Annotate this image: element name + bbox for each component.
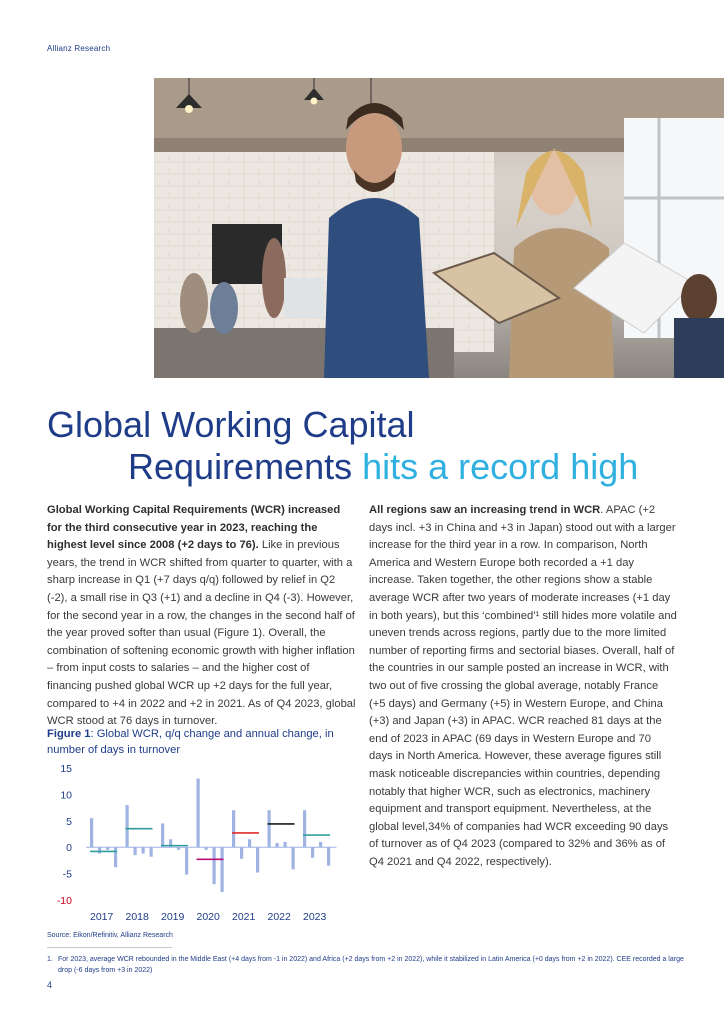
quarterly-change-bar <box>185 847 188 874</box>
quarterly-change-bar <box>292 847 295 869</box>
quarterly-change-bar <box>303 810 306 847</box>
office-photo-illustration <box>154 78 724 378</box>
left-column <box>47 502 357 731</box>
report-header-label: Allianz Research <box>47 44 111 53</box>
quarterly-change-bar <box>177 847 180 850</box>
page-title <box>47 404 638 488</box>
title-line-2-dark: Requirements <box>128 446 353 487</box>
y-tick-label: 10 <box>60 789 72 802</box>
footnote-text: For 2023, average WCR rebounded in the Middle East (+4 days from -1 in 2022) and Africa (+2 days from +2 in 2022), while it stabilized in Latin America (+0 days from +2 in 2022). CEE recorded a large drop (-6 days from +3 in 2022) <box>58 956 684 974</box>
y-tick-label: 5 <box>66 815 72 828</box>
office-photo-icon <box>154 78 724 378</box>
quarterly-change-bar <box>134 847 137 855</box>
quarterly-change-bar <box>213 847 216 884</box>
quarterly-change-bar <box>232 810 235 847</box>
x-tick-label: 2017 <box>90 911 114 923</box>
x-tick-label: 2023 <box>303 911 327 923</box>
x-tick-label: 2021 <box>232 911 256 923</box>
quarterly-change-bar <box>150 847 153 857</box>
wcr-bar-chart <box>40 760 340 928</box>
footnote-divider <box>47 947 172 948</box>
quarterly-change-bar <box>106 847 109 850</box>
quarterly-change-bar <box>142 847 145 853</box>
quarterly-change-bar <box>114 847 117 867</box>
left-lead-bold: Global Working Capital Requirements (WCR) increased for the third consecutive year in 2023, reaching the highest level since 2008 (+2 days to 76). <box>47 504 341 552</box>
x-tick-label: 2019 <box>161 911 185 923</box>
footnote <box>47 955 687 976</box>
quarterly-change-bar <box>268 810 271 847</box>
right-column-paragraph <box>369 502 677 871</box>
quarterly-change-bar <box>327 847 330 865</box>
quarterly-change-bar <box>319 842 322 847</box>
right-column <box>369 502 677 871</box>
right-lead-bold: All regions saw an increasing trend in WCR <box>369 504 601 516</box>
right-body-text: . APAC (+2 days incl. +3 in China and +3 in Japan) stood out with a larger increase for the third year in a row. In comparison, North America and Western Europe both recorded a +1 day increase. Taken together, the other regions show a stable average WCR after two years of moderate increases (+1 day in both years), but this ‘combined’¹ still hides more volatile and uneven trends across regions, partly due to the more limited number of reporting firms and sectorial biases. Overall, half of the countries in our sample posted an increase in WCR, with two out of five crossing the global average, notably France (+5 days) and Germany (+5) in Western Europe, and China (+3) and Japan (+3) in APAC. WCR reached 81 days at the end of 2023 in APAC (69 days in Western Europe and 70 days in North America. However, these average figures still mask noticeable discrepancies within countries, depending notably that higher WCR, such as electronics, machinery equipment and transport equipment. Nevertheless, at the global level,34% of companies had WCR exceeding 90 days of turnover as of Q4 2023 (compared to 32% and 36% as of Q4 2021 and Q4 2022, respectively). <box>369 504 677 868</box>
page-number: 4 <box>47 980 53 990</box>
footnote-number: 1. <box>47 956 53 963</box>
quarterly-change-bar <box>221 847 224 892</box>
quarterly-change-bar <box>161 823 164 847</box>
quarterly-change-bar <box>126 805 129 847</box>
figure-caption <box>47 726 347 758</box>
y-tick-label: -5 <box>62 868 72 881</box>
title-line-1: Global Working Capital <box>47 404 415 445</box>
figure-caption-text: : Global WCR, q/q change and annual change, in number of days in turnover <box>47 728 334 756</box>
y-tick-label: 15 <box>60 763 72 775</box>
quarterly-change-bar <box>256 847 259 872</box>
figure-source: Source: Eikon/Refinitiv, Allianz Research <box>47 932 173 939</box>
title-line-2 <box>47 446 638 488</box>
left-body-text: Like in previous years, the trend in WCR shifted from quarter to quarter, with a sharp increase in Q1 (+7 days q/q) followed by relief in Q2 (-2), a small rise in Q3 (+1) and a decline in Q4 (-3). However, for the second year in a row, the changes in the second half of the year proved softer than usual (Figure 1). Overall, the combination of softening economic growth with higher inflation – from input costs to salaries – and the higher cost of financing pushed global WCR up +2 days for the full year, compared to +4 in 2022 and +2 in 2021. As of Q4 2023, global WCR stood at 76 days in turnover. <box>47 539 356 728</box>
x-tick-label: 2018 <box>125 911 149 923</box>
x-tick-label: 2020 <box>196 911 220 923</box>
quarterly-change-bar <box>90 818 93 847</box>
quarterly-change-bar <box>197 779 200 848</box>
figure-label: Figure 1 <box>47 728 91 740</box>
y-tick-label: -10 <box>56 895 72 907</box>
y-tick-label: 0 <box>66 842 72 855</box>
quarterly-change-bar <box>311 847 314 858</box>
title-line-2-accent: hits a record high <box>352 446 639 487</box>
quarterly-change-bar <box>248 839 251 847</box>
left-column-paragraph <box>47 502 357 731</box>
quarterly-change-bar <box>240 847 243 859</box>
quarterly-change-bar <box>276 843 279 847</box>
quarterly-change-bar <box>284 842 287 847</box>
quarterly-change-bar <box>205 847 208 850</box>
quarterly-change-bar <box>98 847 101 853</box>
x-tick-label: 2022 <box>267 911 291 923</box>
